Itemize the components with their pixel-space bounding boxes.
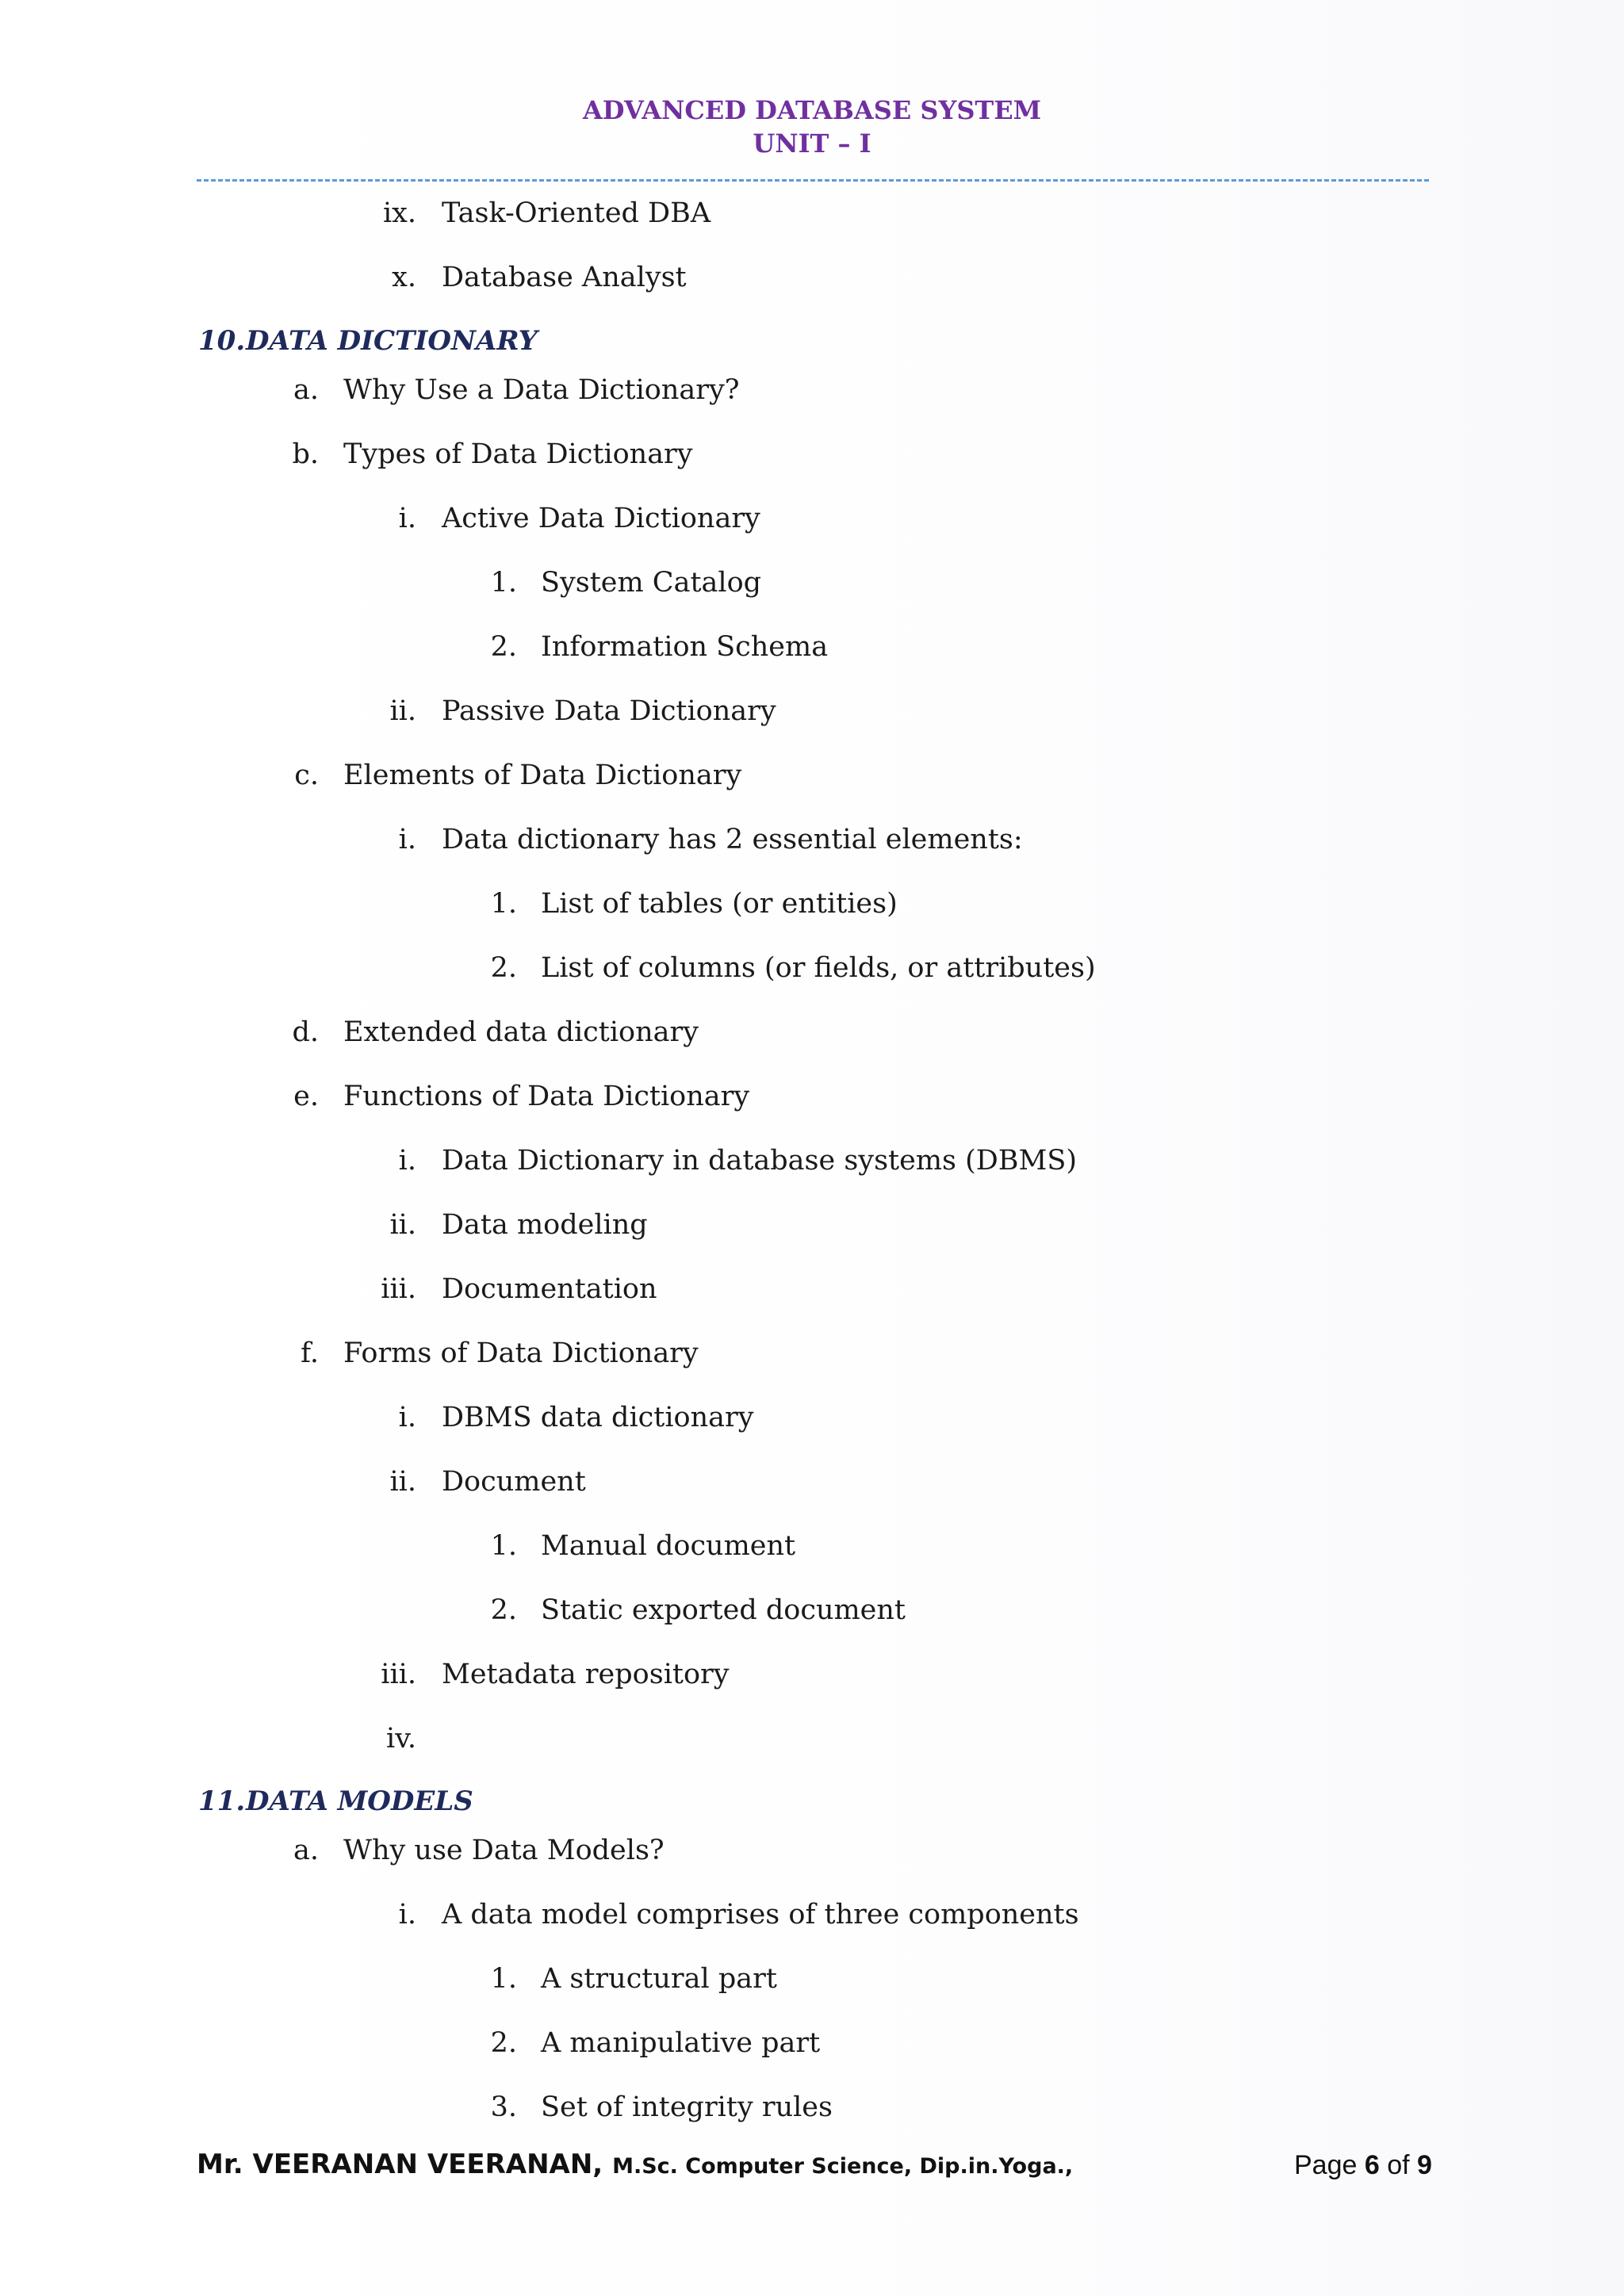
list-marker: 2.: [490, 631, 517, 663]
section-title: DATA DICTIONARY: [246, 325, 538, 357]
list-marker: ii.: [389, 1466, 416, 1498]
list-marker: 1.: [490, 567, 517, 599]
list-item-text: Forms of Data Dictionary: [343, 1337, 699, 1369]
list-marker: e.: [293, 1081, 319, 1112]
list-marker: b.: [292, 438, 319, 470]
list-item-text: Set of integrity rules: [541, 2091, 833, 2123]
unit-label: UNIT – I: [753, 128, 871, 159]
list-item-text: Why use Data Models?: [343, 1835, 665, 1866]
list-item-text: Manual document: [541, 1530, 796, 1562]
list-marker: ix.: [382, 197, 416, 229]
list-item-text: List of tables (or entities): [541, 888, 898, 920]
list-marker: iii.: [381, 1659, 416, 1690]
list-item-text: A manipulative part: [541, 2027, 821, 2059]
list-marker: 2.: [490, 2027, 517, 2059]
list-item-text: System Catalog: [541, 567, 762, 599]
author-name: Mr. VEERANAN VEERANAN,: [197, 2149, 603, 2180]
list-item-text: Active Data Dictionary: [442, 503, 760, 534]
document-title: ADVANCED DATABASE SYSTEM: [582, 95, 1042, 125]
list-item-text: DBMS data dictionary: [442, 1402, 754, 1433]
author-qualifications: M.Sc. Computer Science, Dip.in.Yoga.,: [612, 2154, 1074, 2179]
list-item-text: Documentation: [442, 1273, 657, 1305]
list-item-text: Database Analyst: [442, 262, 687, 293]
list-marker: 1.: [490, 1963, 517, 1995]
section-number: 10.: [198, 325, 246, 357]
list-marker: 3.: [490, 2091, 517, 2123]
list-item-text: Information Schema: [541, 631, 829, 663]
list-marker: 1.: [490, 1530, 517, 1562]
list-item-text: Passive Data Dictionary: [442, 695, 776, 727]
list-item-text: Types of Data Dictionary: [343, 438, 693, 470]
list-item-text: Elements of Data Dictionary: [343, 760, 742, 791]
section-title: DATA MODELS: [246, 1785, 473, 1817]
list-item-text: List of columns (or fields, or attributes): [541, 952, 1096, 984]
list-item-text: Why Use a Data Dictionary?: [343, 374, 740, 406]
list-item-text: Functions of Data Dictionary: [343, 1081, 750, 1112]
list-marker: i.: [398, 824, 416, 855]
list-item-text: Data dictionary has 2 essential elements:: [442, 824, 1023, 855]
page-total: 9: [1417, 2150, 1432, 2180]
list-item-text: Metadata repository: [442, 1659, 730, 1690]
page-number: [1294, 2150, 1432, 2181]
list-item-text: A structural part: [541, 1963, 777, 1995]
list-marker: 1.: [490, 888, 517, 920]
list-marker: i.: [398, 1402, 416, 1433]
page-of-label: of: [1387, 2150, 1410, 2180]
list-marker: d.: [292, 1016, 319, 1048]
section-number: 11.: [198, 1785, 246, 1817]
list-marker: a.: [293, 1835, 319, 1866]
list-marker: i.: [398, 1899, 416, 1931]
list-marker: iv.: [386, 1723, 416, 1755]
list-marker: 2.: [490, 1594, 517, 1626]
list-marker: iii.: [381, 1273, 416, 1305]
list-item-text: Document: [442, 1466, 586, 1498]
list-item-text: Extended data dictionary: [343, 1016, 699, 1048]
list-item-text: Data Dictionary in database systems (DBMS): [442, 1145, 1078, 1177]
list-marker: i.: [398, 1145, 416, 1177]
list-marker: c.: [294, 760, 319, 791]
page-label: Page: [1294, 2150, 1358, 2180]
list-marker: f.: [301, 1337, 319, 1369]
section-heading-data-dictionary: [198, 323, 538, 358]
list-marker: ii.: [389, 1209, 416, 1241]
page-current: 6: [1364, 2150, 1380, 2180]
section-heading-data-models: [198, 1784, 473, 1819]
list-marker: a.: [293, 374, 319, 406]
list-marker: x.: [392, 262, 416, 293]
header-divider: [197, 179, 1429, 182]
list-item-text: Data modeling: [442, 1209, 648, 1241]
list-marker: i.: [398, 503, 416, 534]
list-marker: ii.: [389, 695, 416, 727]
footer-author: [197, 2149, 1073, 2180]
list-item-text: Task-Oriented DBA: [442, 197, 711, 229]
list-marker: 2.: [490, 952, 517, 984]
list-item-text: Static exported document: [541, 1594, 906, 1626]
document-header: [0, 94, 1624, 160]
list-item-text: A data model comprises of three components: [442, 1899, 1079, 1931]
